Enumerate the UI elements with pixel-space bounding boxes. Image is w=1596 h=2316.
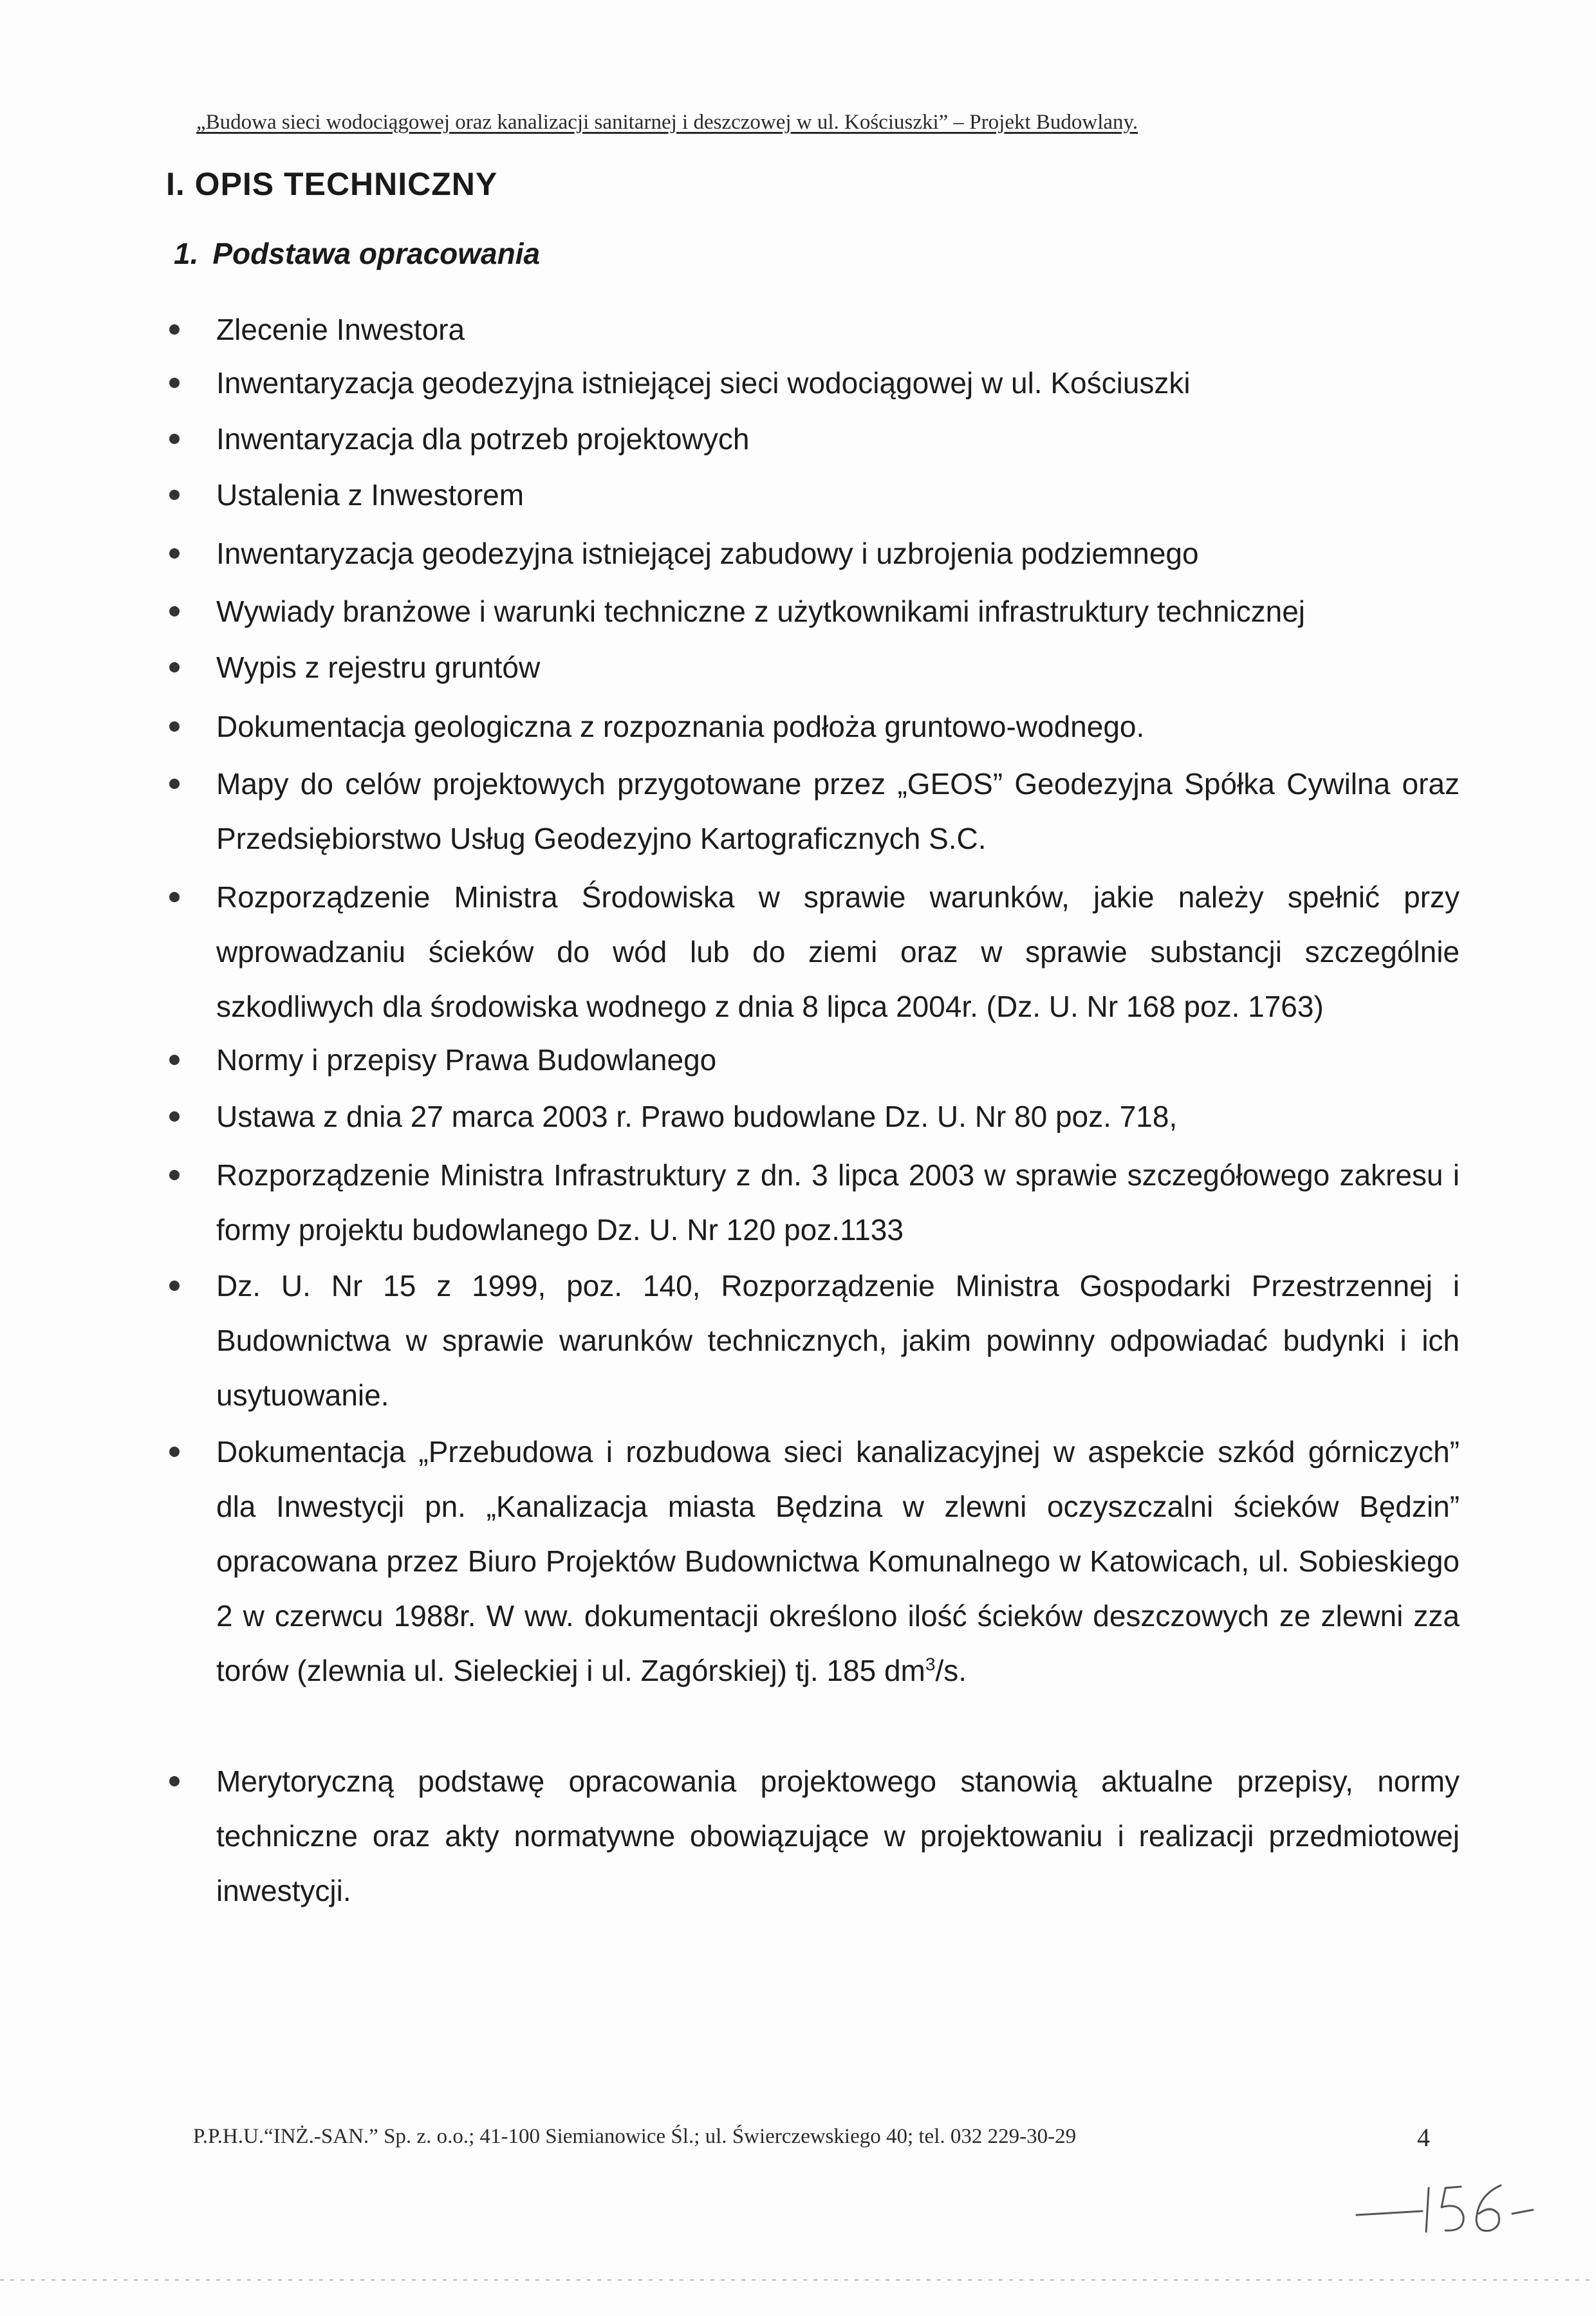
list-item-text: Wypis z rejestru gruntów: [216, 651, 541, 684]
bullet-dot-icon: [169, 1170, 180, 1180]
bullet-dot-icon: [169, 1281, 180, 1291]
list-item-text: Dokumentacja geologiczna z rozpoznania podłoża gruntowo-wodnego.: [216, 710, 1145, 743]
footer-company-line: P.P.H.U.“INŻ.-SAN.” Sp. z. o.o.; 41-100 Siemianowice Śl.; ul. Świerczewskiego 40; tel. 032 229-30-29: [193, 2125, 1077, 2148]
list-item-text: Rozporządzenie Ministra Infrastruktury z dn. 3 lipca 2003 w sprawie szczegółowego zakresu i formy projektu budowlanego Dz. U. Nr 120 poz.1133: [216, 1158, 1460, 1246]
bullet-dot-icon: [169, 1111, 180, 1122]
subsection-title-text: Podstawa opracowania: [212, 237, 541, 270]
list-item-text: Ustalenia z Inwestorem: [216, 478, 524, 512]
scan-edge-artifact: [0, 2278, 1596, 2282]
bullet-dot-icon: [169, 1447, 180, 1457]
list-item-text: Normy i przepisy Prawa Budowlanego: [216, 1043, 717, 1077]
list-item-text-tail: /s.: [935, 1654, 967, 1687]
list-item-text: Merytoryczną podstawę opracowania projektowego stanowią aktualne przepisy, normy techniczne oraz akty normatywne obowiązujące w projektowaniu i realizacji przedmiotowej inwestycji.: [216, 1765, 1460, 1907]
list-item-text: Mapy do celów projektowych przygotowane przez „GEOS” Geodezyjna Spółka Cywilna oraz Przedsiębiorstwo Usług Geodezyjno Kartograficznych S.C.: [216, 767, 1460, 855]
list-item-text: Inwentaryzacja geodezyjna istniejącej sieci wodociągowej w ul. Kościuszki: [216, 366, 1191, 400]
bullet-dot-icon: [169, 606, 180, 616]
bullet-dot-icon: [169, 378, 180, 388]
list-item-text: Inwentaryzacja geodezyjna istniejącej zabudowy i uzbrojenia podziemnego: [216, 537, 1199, 570]
bullet-dot-icon: [169, 892, 180, 902]
bullet-dot-icon: [169, 324, 180, 335]
bullet-dot-icon: [169, 1776, 180, 1786]
list-item-text: Ustawa z dnia 27 marca 2003 r. Prawo budowlane Dz. U. Nr 80 poz. 718,: [216, 1100, 1178, 1133]
list-item-text: Inwentaryzacja dla potrzeb projektowych: [216, 422, 750, 456]
subsection-number: 1.: [174, 237, 199, 270]
bullet-dot-icon: [169, 1055, 180, 1065]
list-item-text: Rozporządzenie Ministra Środowiska w sprawie warunków, jakie należy spełnić przy wprowadzaniu ścieków do wód lub do ziemi oraz w sprawie substancji szczególnie szkodliwych dla środowiska wodnego z dnia 8 lipca 2004r. (Dz. U. Nr 168 poz. 1763): [216, 880, 1460, 1023]
list-item-text-main: Dokumentacja „Przebudowa i rozbudowa sieci kanalizacyjnej w aspekcie szkód górniczych” dla Inwestycji pn. „Kanalizacja miasta Będzina w zlewni oczyszczalni ścieków Będzin” opracowana przez Biuro Projektów Budownictwa Komunalnego w Katowicach, ul. Sobieskiego 2 w czerwcu 1988r. W ww. dokumentacji określono ilość ścieków deszczowych ze zlewni zza torów (zlewnia ul. Sieleckiej i ul. Zagórskiej) tj. 185 dm: [216, 1435, 1460, 1687]
list-item-text: Wywiady branżowe i warunki techniczne z użytkownikami infrastruktury technicznej: [216, 595, 1306, 628]
subsection-title: [174, 236, 540, 272]
bullet-dot-icon: [169, 779, 180, 789]
bullet-dot-icon: [169, 548, 180, 559]
bullet-dot-icon: [169, 434, 180, 444]
page-number: 4: [1417, 2123, 1430, 2152]
bullet-dot-icon: [169, 721, 180, 732]
section-title: I. OPIS TECHNICZNY: [166, 166, 498, 202]
superscript-exponent: 3: [925, 1654, 936, 1674]
list-item-text: [216, 1425, 1460, 1698]
list-item-text: Zlecenie Inwestora: [216, 313, 465, 346]
bullet-dot-icon: [169, 662, 180, 672]
list-item-text: Dz. U. Nr 15 z 1999, poz. 140, Rozporządzenie Ministra Gospodarki Przestrzennej i Budownictwa w sprawie warunków technicznych, jakim powinny odpowiadać budynki i ich usytuowanie.: [216, 1269, 1460, 1412]
bullet-dot-icon: [169, 490, 180, 500]
running-header: „Budowa sieci wodociągowej oraz kanalizacji sanitarnej i deszczowej w ul. Kościuszki” – Projekt Budowlany.: [196, 111, 1138, 134]
handwritten-page-number: [1351, 2169, 1545, 2239]
